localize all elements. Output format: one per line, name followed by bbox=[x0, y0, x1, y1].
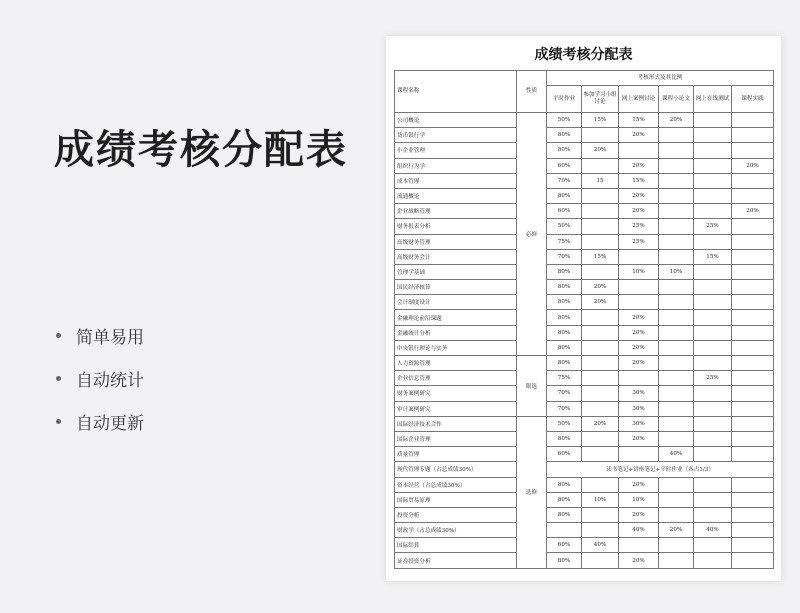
value-cell bbox=[582, 447, 619, 462]
value-cell bbox=[619, 249, 659, 264]
course-name-cell: 国际贸易原理 bbox=[395, 492, 517, 507]
course-name-cell: 货币银行学 bbox=[395, 128, 517, 143]
value-cell: 80% bbox=[547, 340, 582, 355]
value-cell bbox=[732, 492, 774, 507]
value-cell: 75% bbox=[547, 371, 582, 386]
value-cell bbox=[732, 234, 774, 249]
course-name-cell: 国际经济技术合作 bbox=[395, 416, 517, 431]
value-cell: 20% bbox=[732, 204, 774, 219]
value-cell: 50% bbox=[547, 416, 582, 431]
sheet-title: 成绩考核分配表 bbox=[534, 47, 633, 63]
value-cell: 40% bbox=[659, 447, 694, 462]
value-cell bbox=[659, 553, 694, 568]
value-cell bbox=[732, 249, 774, 264]
value-cell bbox=[694, 158, 732, 173]
value-cell bbox=[659, 280, 694, 295]
value-cell: 60% bbox=[547, 158, 582, 173]
course-name-cell: 公司概论 bbox=[395, 113, 517, 128]
value-cell bbox=[582, 431, 619, 446]
value-cell: 20% bbox=[582, 295, 619, 310]
value-cell bbox=[582, 188, 619, 203]
table-row bbox=[395, 173, 774, 188]
value-cell bbox=[732, 128, 774, 143]
value-cell: 80% bbox=[547, 295, 582, 310]
value-cell bbox=[659, 310, 694, 325]
feature-item bbox=[56, 400, 144, 443]
value-cell bbox=[582, 219, 619, 234]
table-row bbox=[395, 128, 774, 143]
value-cell: 80% bbox=[547, 143, 582, 158]
value-cell bbox=[619, 447, 659, 462]
value-cell: 20% bbox=[619, 477, 659, 492]
value-cell bbox=[694, 325, 732, 340]
value-cell bbox=[582, 264, 619, 279]
value-cell: 60% bbox=[547, 538, 582, 553]
value-cell: 20% bbox=[619, 356, 659, 371]
value-cell bbox=[659, 416, 694, 431]
header-col: 平时作业 bbox=[547, 86, 582, 113]
table-row bbox=[395, 188, 774, 203]
value-cell: 40% bbox=[582, 538, 619, 553]
value-cell bbox=[582, 325, 619, 340]
value-cell bbox=[659, 219, 694, 234]
course-name-cell: 质量管理 bbox=[395, 447, 517, 462]
value-cell: 75% bbox=[547, 234, 582, 249]
value-cell bbox=[732, 477, 774, 492]
course-name-cell: 会计制度设计 bbox=[395, 295, 517, 310]
value-cell: 70% bbox=[547, 173, 582, 188]
value-cell: 15% bbox=[694, 249, 732, 264]
course-name-cell: 金融理论前沿课题 bbox=[395, 310, 517, 325]
table-row bbox=[395, 507, 774, 522]
value-cell: 50% bbox=[547, 113, 582, 128]
feature-label: 自动统计 bbox=[76, 371, 144, 391]
value-cell: 70% bbox=[547, 386, 582, 401]
value-cell bbox=[659, 158, 694, 173]
value-cell bbox=[694, 234, 732, 249]
course-name-cell: 流通概论 bbox=[395, 188, 517, 203]
value-cell bbox=[582, 477, 619, 492]
value-cell bbox=[547, 523, 582, 538]
value-cell: 20% bbox=[732, 158, 774, 173]
course-name-cell: 国民经济核算 bbox=[395, 280, 517, 295]
value-cell bbox=[732, 113, 774, 128]
value-cell: 25% bbox=[619, 234, 659, 249]
table-row bbox=[395, 310, 774, 325]
feature-item bbox=[56, 357, 144, 400]
bullet-icon bbox=[56, 419, 61, 424]
value-cell bbox=[659, 295, 694, 310]
value-cell: 20% bbox=[619, 340, 659, 355]
value-cell: 60% bbox=[547, 447, 582, 462]
spreadsheet-preview bbox=[386, 36, 781, 581]
value-cell bbox=[694, 128, 732, 143]
header-col: 课程小论文 bbox=[659, 86, 694, 113]
value-cell bbox=[582, 158, 619, 173]
course-name-cell: 成本管理 bbox=[395, 173, 517, 188]
value-cell bbox=[732, 447, 774, 462]
value-cell: 30% bbox=[619, 401, 659, 416]
value-cell bbox=[732, 507, 774, 522]
nature-cell: 必修 bbox=[517, 113, 547, 356]
value-cell: 20% bbox=[659, 113, 694, 128]
feature-label: 自动更新 bbox=[76, 414, 144, 434]
nature-cell: 限选 bbox=[517, 356, 547, 417]
value-cell bbox=[732, 431, 774, 446]
value-cell bbox=[659, 401, 694, 416]
course-name-cell: 组织行为学 bbox=[395, 158, 517, 173]
course-name-cell: 企业战略管理 bbox=[395, 204, 517, 219]
value-cell bbox=[732, 280, 774, 295]
value-cell bbox=[659, 340, 694, 355]
table-row bbox=[395, 477, 774, 492]
value-cell bbox=[582, 310, 619, 325]
value-cell: 15% bbox=[619, 113, 659, 128]
value-cell: 80% bbox=[547, 507, 582, 522]
value-cell: 40% bbox=[619, 523, 659, 538]
value-cell bbox=[694, 401, 732, 416]
header-nature: 性质 bbox=[517, 71, 547, 113]
value-cell bbox=[732, 401, 774, 416]
feature-list bbox=[56, 314, 144, 443]
value-cell: 80% bbox=[547, 325, 582, 340]
value-cell: 20% bbox=[619, 431, 659, 446]
grade-table bbox=[394, 70, 774, 569]
value-cell: 20% bbox=[582, 143, 619, 158]
value-cell bbox=[732, 219, 774, 234]
table-row bbox=[395, 401, 774, 416]
table-row bbox=[395, 234, 774, 249]
value-cell: 10% bbox=[659, 264, 694, 279]
value-cell bbox=[659, 371, 694, 386]
value-cell: 40% bbox=[694, 523, 732, 538]
table-row bbox=[395, 280, 774, 295]
course-name-cell: 投资分析 bbox=[395, 507, 517, 522]
value-cell bbox=[582, 128, 619, 143]
value-cell: 15% bbox=[582, 113, 619, 128]
value-cell: 80% bbox=[547, 264, 582, 279]
value-cell bbox=[659, 492, 694, 507]
value-cell: 20% bbox=[619, 204, 659, 219]
value-cell bbox=[694, 507, 732, 522]
value-cell bbox=[694, 477, 732, 492]
course-name-cell: 资本经营（占总成绩30%） bbox=[395, 477, 517, 492]
value-cell bbox=[582, 401, 619, 416]
value-cell bbox=[582, 523, 619, 538]
value-cell bbox=[619, 371, 659, 386]
course-name-cell: 财政学（占总成绩30%） bbox=[395, 523, 517, 538]
value-cell bbox=[732, 173, 774, 188]
hero-title: 成绩考核分配表 bbox=[54, 127, 348, 173]
value-cell: 80% bbox=[547, 188, 582, 203]
value-cell bbox=[732, 325, 774, 340]
header-col: 网上案例讨论 bbox=[619, 86, 659, 113]
value-cell: 10% bbox=[619, 264, 659, 279]
value-cell: 30% bbox=[619, 416, 659, 431]
value-cell bbox=[582, 371, 619, 386]
value-cell bbox=[732, 295, 774, 310]
value-cell bbox=[582, 234, 619, 249]
value-cell: 80% bbox=[547, 431, 582, 446]
value-cell bbox=[582, 553, 619, 568]
value-cell bbox=[694, 264, 732, 279]
value-cell bbox=[619, 295, 659, 310]
course-name-cell: 管理学基础 bbox=[395, 264, 517, 279]
value-cell: 20% bbox=[619, 310, 659, 325]
value-cell bbox=[582, 356, 619, 371]
table-row bbox=[395, 219, 774, 234]
value-cell bbox=[659, 356, 694, 371]
value-cell bbox=[659, 386, 694, 401]
value-cell: 70% bbox=[547, 249, 582, 264]
bullet-icon bbox=[56, 376, 61, 381]
value-cell: 20% bbox=[619, 158, 659, 173]
value-cell bbox=[694, 113, 732, 128]
course-name-cell: 国际企业管理 bbox=[395, 431, 517, 446]
value-cell bbox=[732, 310, 774, 325]
course-name-cell: 中央银行理论与实务 bbox=[395, 340, 517, 355]
value-cell bbox=[732, 356, 774, 371]
table-row bbox=[395, 158, 774, 173]
header-col: 网上在线测试 bbox=[694, 86, 732, 113]
table-row bbox=[395, 143, 774, 158]
value-cell bbox=[659, 204, 694, 219]
value-cell bbox=[582, 507, 619, 522]
table-row bbox=[395, 416, 774, 431]
value-cell bbox=[659, 188, 694, 203]
course-name-cell: 国际结算 bbox=[395, 538, 517, 553]
course-name-cell: 财务报表分析 bbox=[395, 219, 517, 234]
value-cell bbox=[694, 431, 732, 446]
header-group: 考核形式及其比例 bbox=[547, 71, 774, 86]
value-cell: 15 bbox=[582, 173, 619, 188]
header-course-name: 课程名称 bbox=[395, 71, 517, 113]
value-cell bbox=[694, 143, 732, 158]
value-cell bbox=[694, 356, 732, 371]
value-cell: 25% bbox=[694, 219, 732, 234]
value-cell: 80% bbox=[547, 477, 582, 492]
value-cell: 60% bbox=[547, 204, 582, 219]
feature-item bbox=[56, 314, 144, 357]
value-cell bbox=[659, 234, 694, 249]
value-cell bbox=[694, 340, 732, 355]
value-cell: 80% bbox=[547, 553, 582, 568]
course-name-cell: 财务案例研究 bbox=[395, 386, 517, 401]
value-cell: 20% bbox=[619, 507, 659, 522]
bullet-icon bbox=[56, 333, 61, 338]
table-row bbox=[395, 325, 774, 340]
value-cell bbox=[694, 204, 732, 219]
value-cell bbox=[732, 538, 774, 553]
value-cell: 25% bbox=[619, 219, 659, 234]
value-cell: 80% bbox=[547, 280, 582, 295]
header-col: 课程实践 bbox=[732, 86, 774, 113]
table-row bbox=[395, 538, 774, 553]
table-row bbox=[395, 371, 774, 386]
value-cell bbox=[694, 416, 732, 431]
value-cell bbox=[732, 143, 774, 158]
value-cell bbox=[659, 173, 694, 188]
header-col: 参加学习小组讨论 bbox=[582, 86, 619, 113]
table-row bbox=[395, 492, 774, 507]
feature-label: 简单易用 bbox=[76, 328, 144, 348]
merged-cell: 读书笔记+讲座笔记+平时作业（各占1/3） bbox=[547, 462, 774, 477]
value-cell: 20% bbox=[619, 325, 659, 340]
value-cell bbox=[619, 143, 659, 158]
course-name-cell: 小企业管理 bbox=[395, 143, 517, 158]
course-name-cell: 审计案例研究 bbox=[395, 401, 517, 416]
value-cell bbox=[694, 553, 732, 568]
value-cell: 15% bbox=[619, 173, 659, 188]
course-name-cell: 高级财务管理 bbox=[395, 234, 517, 249]
value-cell bbox=[659, 431, 694, 446]
table-row bbox=[395, 462, 774, 477]
table-row bbox=[395, 264, 774, 279]
value-cell: 20% bbox=[619, 553, 659, 568]
value-cell: 80% bbox=[547, 310, 582, 325]
value-cell bbox=[659, 507, 694, 522]
table-row bbox=[395, 553, 774, 568]
value-cell bbox=[582, 386, 619, 401]
value-cell: 20% bbox=[659, 523, 694, 538]
value-cell bbox=[694, 386, 732, 401]
value-cell bbox=[732, 340, 774, 355]
value-cell bbox=[694, 173, 732, 188]
value-cell bbox=[694, 295, 732, 310]
value-cell bbox=[619, 538, 659, 553]
table-row bbox=[395, 204, 774, 219]
value-cell: 80% bbox=[547, 492, 582, 507]
table-row bbox=[395, 295, 774, 310]
table-row bbox=[395, 113, 774, 128]
value-cell bbox=[619, 280, 659, 295]
value-cell bbox=[732, 264, 774, 279]
value-cell: 15% bbox=[582, 249, 619, 264]
value-cell bbox=[582, 340, 619, 355]
table-row bbox=[395, 447, 774, 462]
value-cell: 25% bbox=[694, 371, 732, 386]
value-cell bbox=[659, 249, 694, 264]
table-row bbox=[395, 431, 774, 446]
value-cell: 20% bbox=[619, 128, 659, 143]
course-name-cell: 人力资源管理 bbox=[395, 356, 517, 371]
value-cell bbox=[694, 492, 732, 507]
course-name-cell: 现代管理专题（占总成绩30%） bbox=[395, 462, 517, 477]
value-cell: 10% bbox=[619, 492, 659, 507]
value-cell bbox=[694, 538, 732, 553]
value-cell bbox=[659, 325, 694, 340]
value-cell: 20% bbox=[619, 188, 659, 203]
value-cell bbox=[659, 538, 694, 553]
value-cell: 70% bbox=[547, 401, 582, 416]
value-cell: 20% bbox=[582, 416, 619, 431]
value-cell bbox=[582, 204, 619, 219]
value-cell bbox=[659, 128, 694, 143]
course-name-cell: 企业信息管理 bbox=[395, 371, 517, 386]
value-cell: 30% bbox=[619, 386, 659, 401]
table-row bbox=[395, 249, 774, 264]
value-cell bbox=[732, 188, 774, 203]
value-cell bbox=[694, 280, 732, 295]
table-row bbox=[395, 356, 774, 371]
course-name-cell: 证券投资分析 bbox=[395, 553, 517, 568]
value-cell bbox=[694, 310, 732, 325]
course-name-cell: 金融统计分析 bbox=[395, 325, 517, 340]
value-cell bbox=[732, 553, 774, 568]
table-row bbox=[395, 340, 774, 355]
value-cell: 50% bbox=[547, 219, 582, 234]
value-cell bbox=[694, 447, 732, 462]
nature-cell: 选修 bbox=[517, 416, 547, 568]
value-cell: 20% bbox=[582, 280, 619, 295]
value-cell: 80% bbox=[547, 128, 582, 143]
value-cell: 10% bbox=[582, 492, 619, 507]
value-cell bbox=[732, 386, 774, 401]
value-cell bbox=[732, 523, 774, 538]
value-cell: 80% bbox=[547, 356, 582, 371]
value-cell bbox=[732, 416, 774, 431]
table-row bbox=[395, 386, 774, 401]
value-cell bbox=[659, 477, 694, 492]
header-row-1 bbox=[395, 71, 774, 86]
value-cell bbox=[659, 143, 694, 158]
value-cell bbox=[694, 188, 732, 203]
table-row bbox=[395, 523, 774, 538]
value-cell bbox=[732, 371, 774, 386]
course-name-cell: 高级财务会计 bbox=[395, 249, 517, 264]
